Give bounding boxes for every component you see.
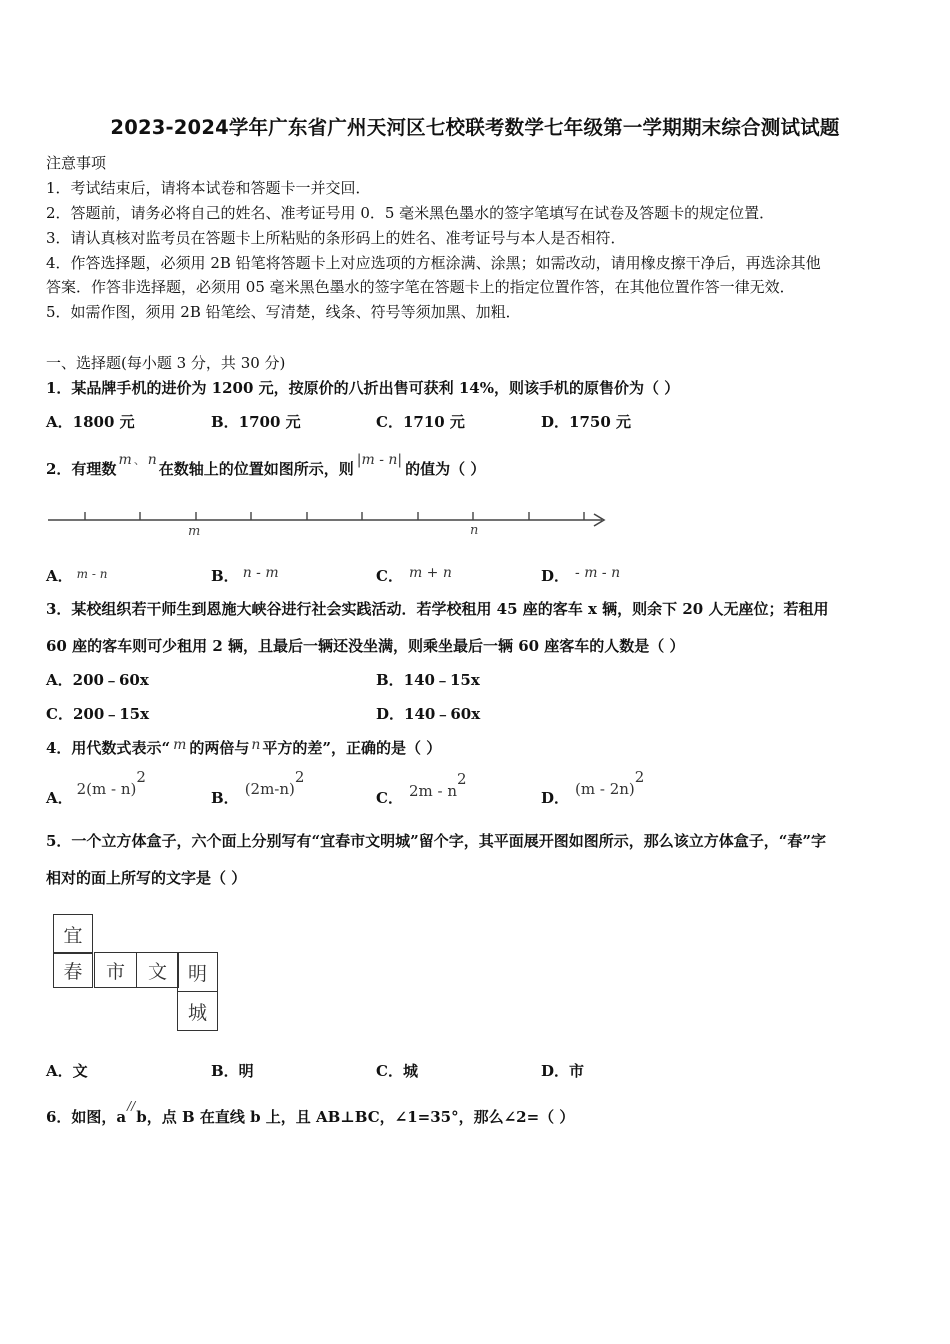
q2-option-b-letter: B． (211, 567, 239, 585)
page-title: 2023-2024学年广东省广州天河区七校联考数学七年级第一学期期末综合测试试题 (110, 116, 840, 139)
q4-option-c-expr: 2m - n (408, 782, 457, 800)
q2-mid: 在数轴上的位置如图所示，则 (158, 460, 354, 478)
question-6-text (46, 1099, 575, 1127)
question-4-text (46, 737, 441, 758)
q2-option-a (46, 565, 107, 586)
q4-option-b-expr: (2m-n) (244, 780, 295, 798)
cube-net-cell: 明 (177, 952, 218, 992)
cube-net-cell: 宜 (53, 914, 93, 954)
q1-option-b: B．1700 元 (211, 413, 301, 431)
q4-option-b (211, 768, 305, 808)
q4-option-a (46, 768, 146, 808)
q4-var-m: m (173, 737, 187, 753)
q1-option-a: A．1800 元 (46, 413, 135, 431)
cube-net-figure (50, 912, 222, 1034)
q4-suffix: 平方的差”，正确的是（ ） (262, 739, 442, 757)
notice-item: 5．如需作图，须用 2B 铅笔绘、写清楚，线条、符号等须加黑、加粗． (46, 303, 521, 321)
q4-mid: 的两倍与 (189, 739, 250, 757)
q2-option-d (541, 565, 620, 586)
q2-option-c-expr: m + n (408, 565, 452, 581)
cube-net-cell: 市 (94, 952, 137, 988)
question-5-line1: 5．一个立方体盒子，六个面上分别写有“宜春市文明城”留个字，其平面展开图如图所示，那么该立方体盒子，“春”字 (46, 832, 826, 850)
q4-option-a-letter: A． (46, 789, 73, 807)
q6-suffix: b，点 B 在直线 b 上，且 AB⊥BC，∠1=35°，那么∠2=（ ） (136, 1108, 575, 1126)
q2-option-d-letter: D． (541, 567, 570, 585)
q1-option-d: D．1750 元 (541, 413, 631, 431)
q5-option-a: A．文 (46, 1062, 88, 1080)
q2-sep: 、 (133, 453, 146, 467)
notice-item: 答案．作答非选择题，必须用 05 毫米黑色墨水的签字笔在答题卡上的指定位置作答，在其他位置作答一律无效． (46, 278, 795, 296)
cube-net-cell: 春 (53, 952, 93, 988)
q1-option-c: C．1710 元 (376, 413, 465, 431)
q5-option-d: D．市 (541, 1062, 585, 1080)
q2-option-b-expr: n - m (242, 565, 279, 581)
q2-option-a-expr: m - n (76, 567, 108, 581)
q5-option-b: B．明 (211, 1062, 254, 1080)
q4-option-a-sup: 2 (136, 768, 146, 786)
cube-net-cell: 文 (136, 952, 179, 988)
q2-option-a-letter: A． (46, 567, 73, 585)
q2-suffix: 的值为（ ） (405, 460, 486, 478)
q6-prefix: 6．如图，a (46, 1108, 127, 1126)
q3-option-c: C．200﹣15x (46, 705, 150, 723)
q4-option-d-expr: (m - 2n) (575, 780, 635, 798)
q6-parallel-symbol: // (127, 1099, 136, 1113)
q3-option-a: A．200﹣60x (46, 671, 149, 689)
q2-option-b (211, 565, 279, 586)
q2-option-c-letter: C． (376, 567, 403, 585)
notice-item: 4．作答选择题，必须用 2B 铅笔将答题卡上对应选项的方框涂满、涂黑；如需改动，请用橡皮擦干净后，再选涂其他 (46, 254, 821, 272)
question-3-line2: 60 座的客车则可少租用 2 辆，且最后一辆还没坐满，则乘坐最后一辆 60 座客车的人数是（ ） (46, 637, 685, 655)
q3-option-d: D．140﹣60x (376, 705, 481, 723)
q4-option-b-letter: B． (211, 789, 239, 807)
notice-item: 3．请认真核对监考员在答题卡上所粘贴的条形码上的姓名、准考证号与本人是否相符． (46, 229, 626, 247)
cube-net-cell: 城 (177, 991, 218, 1031)
q4-option-d-sup: 2 (634, 768, 645, 786)
question-3-line1: 3．某校组织若干师生到恩施大峡谷进行社会实践活动．若学校租用 45 座的客车 x 辆，则余下 20 人无座位；若租用 (46, 600, 829, 618)
q2-abs-expr: |m - n| (356, 452, 403, 468)
number-line-label-n: n (470, 523, 479, 538)
q4-option-c (376, 770, 467, 808)
number-line (46, 508, 612, 540)
number-line-ticks (85, 512, 584, 520)
q4-option-b-sup: 2 (294, 768, 305, 786)
q4-option-a-expr: 2(m - n) (76, 780, 137, 798)
notice-heading: 注意事项 (46, 154, 107, 172)
q4-option-c-letter: C． (376, 789, 403, 807)
q4-var-n: n (251, 737, 261, 753)
q4-option-d-letter: D． (541, 789, 570, 807)
q3-option-b: B．140﹣15x (376, 671, 480, 689)
q5-option-c: C．城 (376, 1062, 418, 1080)
q4-option-d (541, 768, 645, 808)
q2-option-d-expr: - m - n (575, 565, 621, 581)
question-5-line2: 相对的面上所写的文字是（ ） (46, 869, 247, 887)
q4-option-c-sup: 2 (457, 770, 467, 788)
notice-item: 1．考试结束后，请将本试卷和答题卡一并交回． (46, 179, 371, 197)
q2-prefix: 2．有理数 (46, 460, 117, 478)
number-line-label-m: m (188, 524, 201, 539)
notice-item: 2．答题前，请务必将自己的姓名、准考证号用 0．5 毫米黑色墨水的签字笔填写在试卷及答题卡的规定位置． (46, 204, 775, 222)
q2-var-n: n (147, 452, 157, 468)
section-heading: 一、选择题(每小题 3 分，共 30 分) (46, 354, 286, 372)
question-2-text (46, 452, 486, 479)
q2-var-m: m (118, 452, 132, 468)
question-1-text: 1．某品牌手机的进价为 1200 元，按原价的八折出售可获利 14%，则该手机的原售价为（ ） (46, 379, 680, 397)
q2-option-c (376, 565, 452, 586)
q4-prefix: 4．用代数式表示“ (46, 739, 171, 757)
